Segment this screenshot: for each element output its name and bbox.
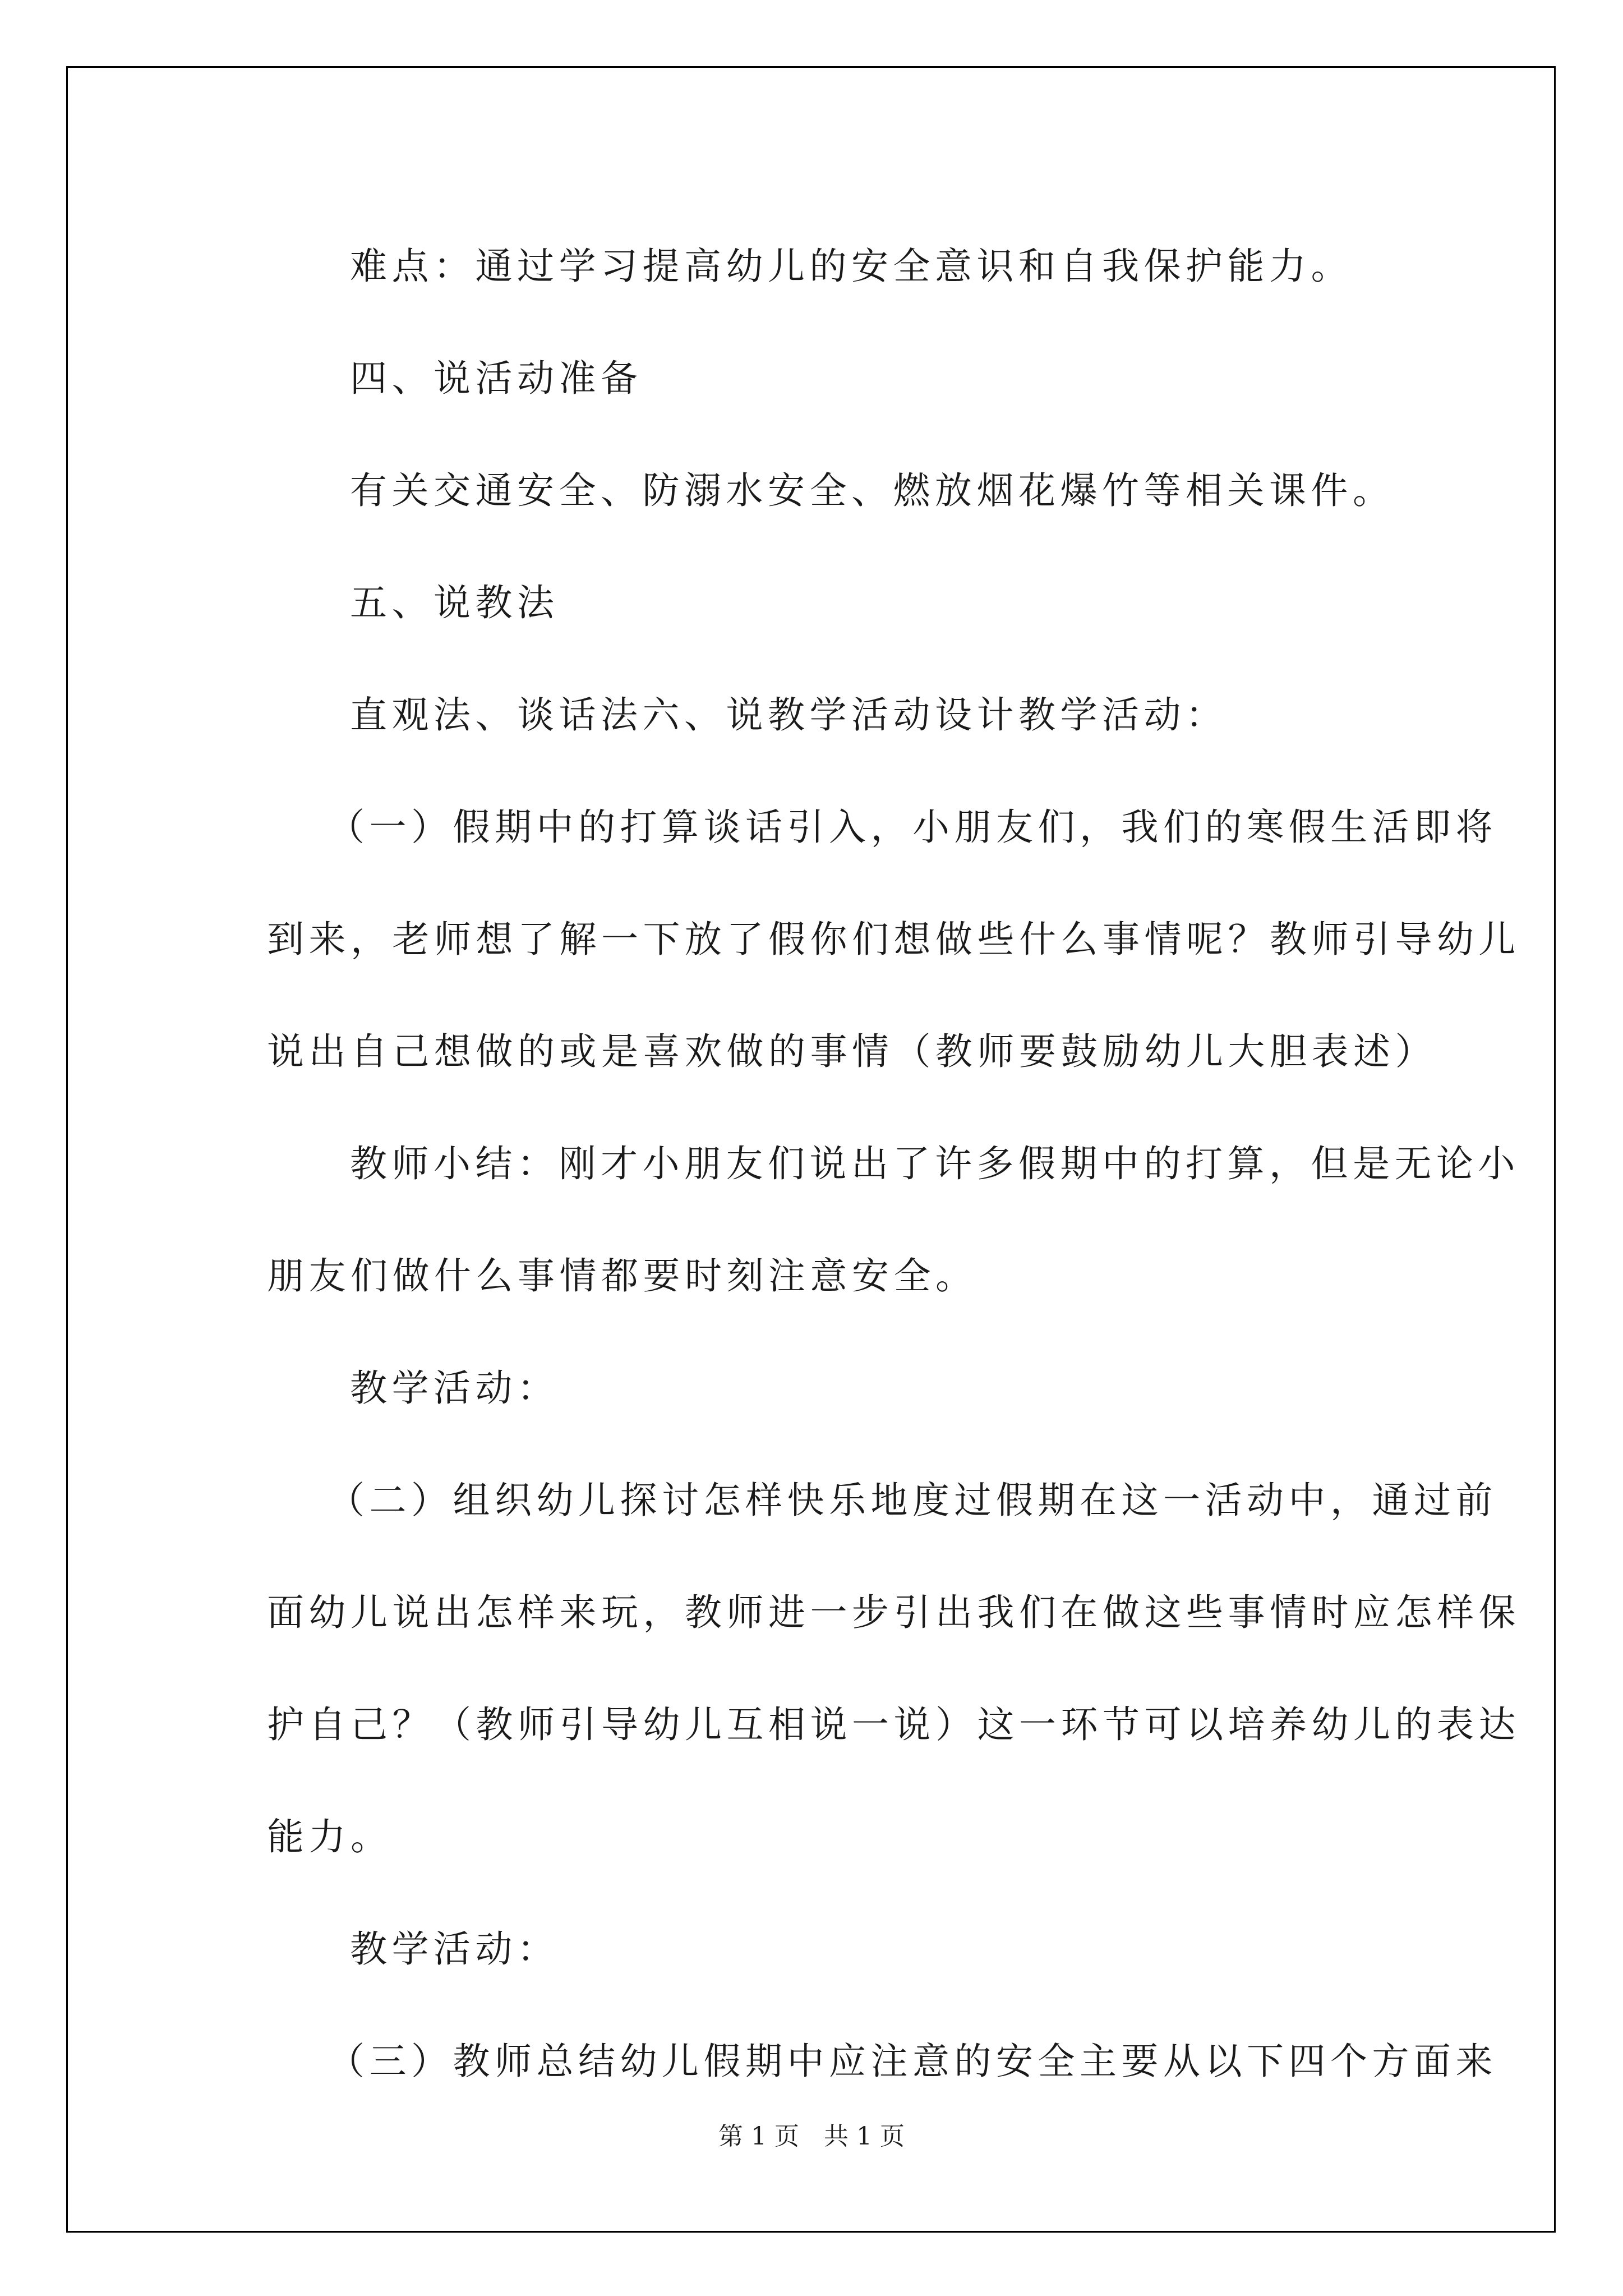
- page-frame: [66, 66, 1556, 2233]
- text-line: 面幼儿说出怎样来玩，教师进一步引出我们在做这些事情时应怎样保: [267, 1591, 1520, 1634]
- text-line: 到来，老师想了解一下放了假你们想做些什么事情呢？教师引导幼儿: [267, 918, 1520, 961]
- text-line: （三）教师总结幼儿假期中应注意的安全主要从以下四个方面来: [328, 2040, 1497, 2083]
- text-line: 能力。: [267, 1815, 393, 1858]
- section-heading: 教学活动：: [350, 1366, 559, 1410]
- text-line: 难点：通过学习提高幼儿的安全意识和自我保护能力。: [350, 245, 1353, 288]
- text-line: 有关交通安全、防溺水安全、燃放烟花爆竹等相关课件。: [350, 469, 1395, 512]
- text-line: 朋友们做什么事情都要时刻注意安全。: [267, 1254, 978, 1297]
- text-line: 说出自己想做的或是喜欢做的事情（教师要鼓励幼儿大胆表述）: [267, 1030, 1437, 1073]
- text-line: 护自己？（教师引导幼儿互相说一说）这一环节可以培养幼儿的表达: [267, 1703, 1520, 1746]
- text-line: 直观法、谈话法六、说教学活动设计教学活动：: [350, 693, 1228, 737]
- section-heading: 教学活动：: [350, 1927, 559, 1971]
- page-footer: 第 1 页 共 1 页: [718, 2122, 905, 2151]
- text-line: 教师小结：刚才小朋友们说出了许多假期中的打算，但是无论小: [350, 1142, 1520, 1185]
- text-line: （二）组织幼儿探讨怎样快乐地度过假期在这一活动中，通过前: [328, 1479, 1497, 1522]
- section-heading: 四、说活动准备: [350, 357, 643, 400]
- text-line: （一）假期中的打算谈话引入，小朋友们，我们的寒假生活即将: [328, 806, 1497, 849]
- section-heading: 五、说教法: [350, 581, 559, 624]
